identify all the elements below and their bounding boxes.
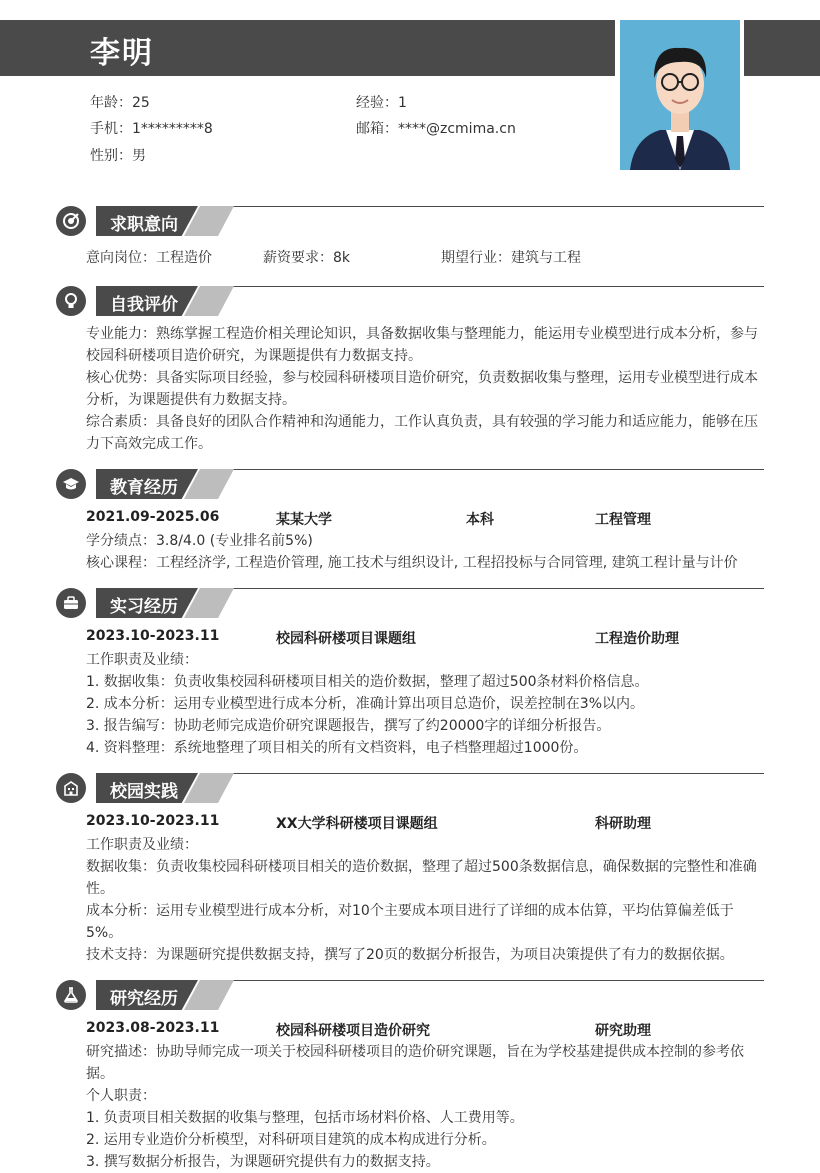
age-field: [90, 92, 150, 112]
text-line: 学分绩点：3.8/4.0 (专业排名前5%): [86, 533, 313, 549]
text-line: 专业能力：熟练掌握工程造价相关理论知识，具备数据收集与整理能力，能运用专业模型进行成本分析，参与: [86, 326, 758, 342]
education-major: 工程管理: [595, 512, 651, 528]
text-line: 研究描述：协助导师完成一项关于校园科研楼项目的造价研究课题，旨在为学校基建提供成本控制的参考依: [86, 1044, 744, 1060]
section-education-header: [56, 469, 764, 501]
text-line: 工作职责及业绩：: [86, 652, 198, 668]
campus-org: XX大学科研楼项目课题组: [276, 816, 438, 832]
text-line: 力下高效完成工作。: [86, 436, 212, 452]
phone-label: 手机：: [90, 121, 132, 137]
research-details: [86, 1041, 766, 1173]
text-line: 1. 数据收集：负责收集校园科研楼项目相关的造价数据，整理了超过500条材料价格信息。: [86, 674, 649, 690]
research-org: 校园科研楼项目造价研究: [276, 1023, 430, 1039]
campus-role: 科研助理: [595, 816, 651, 832]
self-eval-text: [86, 323, 766, 455]
section-campus-header: [56, 773, 764, 805]
section-rule: [206, 469, 764, 470]
building-icon: [56, 773, 86, 803]
education-details: [86, 530, 766, 574]
gender-label: 性别：: [90, 148, 132, 164]
research-date: 2023.08-2023.11: [86, 1020, 220, 1036]
candidate-name: 李明: [90, 36, 154, 71]
intern-org: 校园科研楼项目课题组: [276, 631, 416, 647]
email-value: ****@zcmima.cn: [398, 121, 516, 137]
text-line: 数据收集：负责收集校园科研楼项目相关的造价数据，整理了超过500条数据信息，确保数据的完整性和准确: [86, 859, 757, 875]
research-role: 研究助理: [595, 1023, 651, 1039]
header-bar-right: [744, 20, 820, 76]
experience-value: 1: [398, 95, 407, 111]
intent-salary: 薪资要求：8k: [263, 250, 351, 266]
briefcase-icon: [56, 588, 86, 618]
section-rule: [206, 286, 764, 287]
section-rule: [206, 773, 764, 774]
email-field: [356, 118, 516, 138]
intent-position: 意向岗位：工程造价: [86, 250, 212, 266]
intern-role: 工程造价助理: [595, 631, 679, 647]
section-title: 求职意向: [110, 215, 178, 235]
section-intern-header: [56, 588, 764, 620]
text-line: 核心优势：具备实际项目经验，参与校园科研楼项目造价研究，负责数据收集与整理，运用专业模型进行成本: [86, 370, 758, 386]
text-line: 3. 撰写数据分析报告，为课题研究提供有力的数据支持。: [86, 1154, 440, 1170]
age-label: 年龄：: [90, 95, 132, 111]
section-title: 校园实践: [110, 782, 178, 802]
intern-date: 2023.10-2023.11: [86, 628, 220, 644]
education-degree: 本科: [466, 512, 494, 528]
text-line: 分析，为课题提供有力数据支持。: [86, 392, 296, 408]
section-title: 研究经历: [110, 989, 178, 1009]
profile-photo: [620, 20, 740, 170]
text-line: 3. 报告编写：协助老师完成造价研究课题报告，撰写了约20000字的详细分析报告。: [86, 718, 611, 734]
section-rule: [206, 206, 764, 207]
section-title: 教育经历: [110, 478, 178, 498]
text-line: 2. 成本分析：运用专业模型进行成本分析，准确计算出项目总造价，误差控制在3%以内。: [86, 696, 645, 712]
campus-details: [86, 834, 766, 966]
phone-field: [90, 118, 213, 138]
education-school: 某某大学: [276, 512, 332, 528]
text-line: 4. 资料整理：系统地整理了项目相关的所有文档资料，电子档整理超过1000份。: [86, 740, 588, 756]
text-line: 1. 负责项目相关数据的收集与整理，包括市场材料价格、人工费用等。: [86, 1110, 524, 1126]
experience-label: 经验：: [356, 95, 398, 111]
text-line: 技术支持：为课题研究提供数据支持，撰写了20页的数据分析报告，为项目决策提供了有力的数据依据。: [86, 947, 734, 963]
intern-details: [86, 649, 766, 759]
section-research-header: [56, 980, 764, 1012]
flask-icon: [56, 980, 86, 1010]
text-line: 成本分析：运用专业模型进行成本分析，对10个主要成本项目进行了详细的成本估算，平均估算偏差低于: [86, 903, 734, 919]
text-line: 性。: [86, 881, 114, 897]
email-label: 邮箱：: [356, 121, 398, 137]
text-line: 工作职责及业绩：: [86, 837, 198, 853]
text-line: 据。: [86, 1066, 114, 1082]
education-date: 2021.09-2025.06: [86, 509, 220, 525]
age-value: 25: [132, 95, 150, 111]
section-rule: [206, 980, 764, 981]
campus-date: 2023.10-2023.11: [86, 813, 220, 829]
experience-field: [356, 92, 407, 112]
text-line: 综合素质：具备良好的团队合作精神和沟通能力，工作认真负责，具有较强的学习能力和适应能力，能够在压: [86, 414, 758, 430]
section-intent-header: [56, 206, 764, 238]
text-line: 个人职责：: [86, 1088, 156, 1104]
lightbulb-icon: [56, 286, 86, 316]
section-self-header: [56, 286, 764, 318]
section-rule: [206, 588, 764, 589]
gender-value: 男: [132, 148, 146, 164]
phone-value: 1*********8: [132, 121, 213, 137]
text-line: 2. 运用专业造价分析模型，对科研项目建筑的成本构成进行分析。: [86, 1132, 496, 1148]
text-line: 核心课程：工程经济学, 工程造价管理, 施工技术与组织设计, 工程招投标与合同管理, 建筑工程计量与计价: [86, 555, 738, 571]
section-title: 实习经历: [110, 597, 178, 617]
graduation-cap-icon: [56, 469, 86, 499]
gender-field: [90, 145, 146, 165]
text-line: 5%。: [86, 925, 123, 941]
section-title: 自我评价: [110, 295, 178, 315]
text-line: 校园科研楼项目造价研究，为课题提供有力数据支持。: [86, 348, 422, 364]
target-icon: [56, 206, 86, 236]
intent-industry: 期望行业：建筑与工程: [441, 250, 581, 266]
